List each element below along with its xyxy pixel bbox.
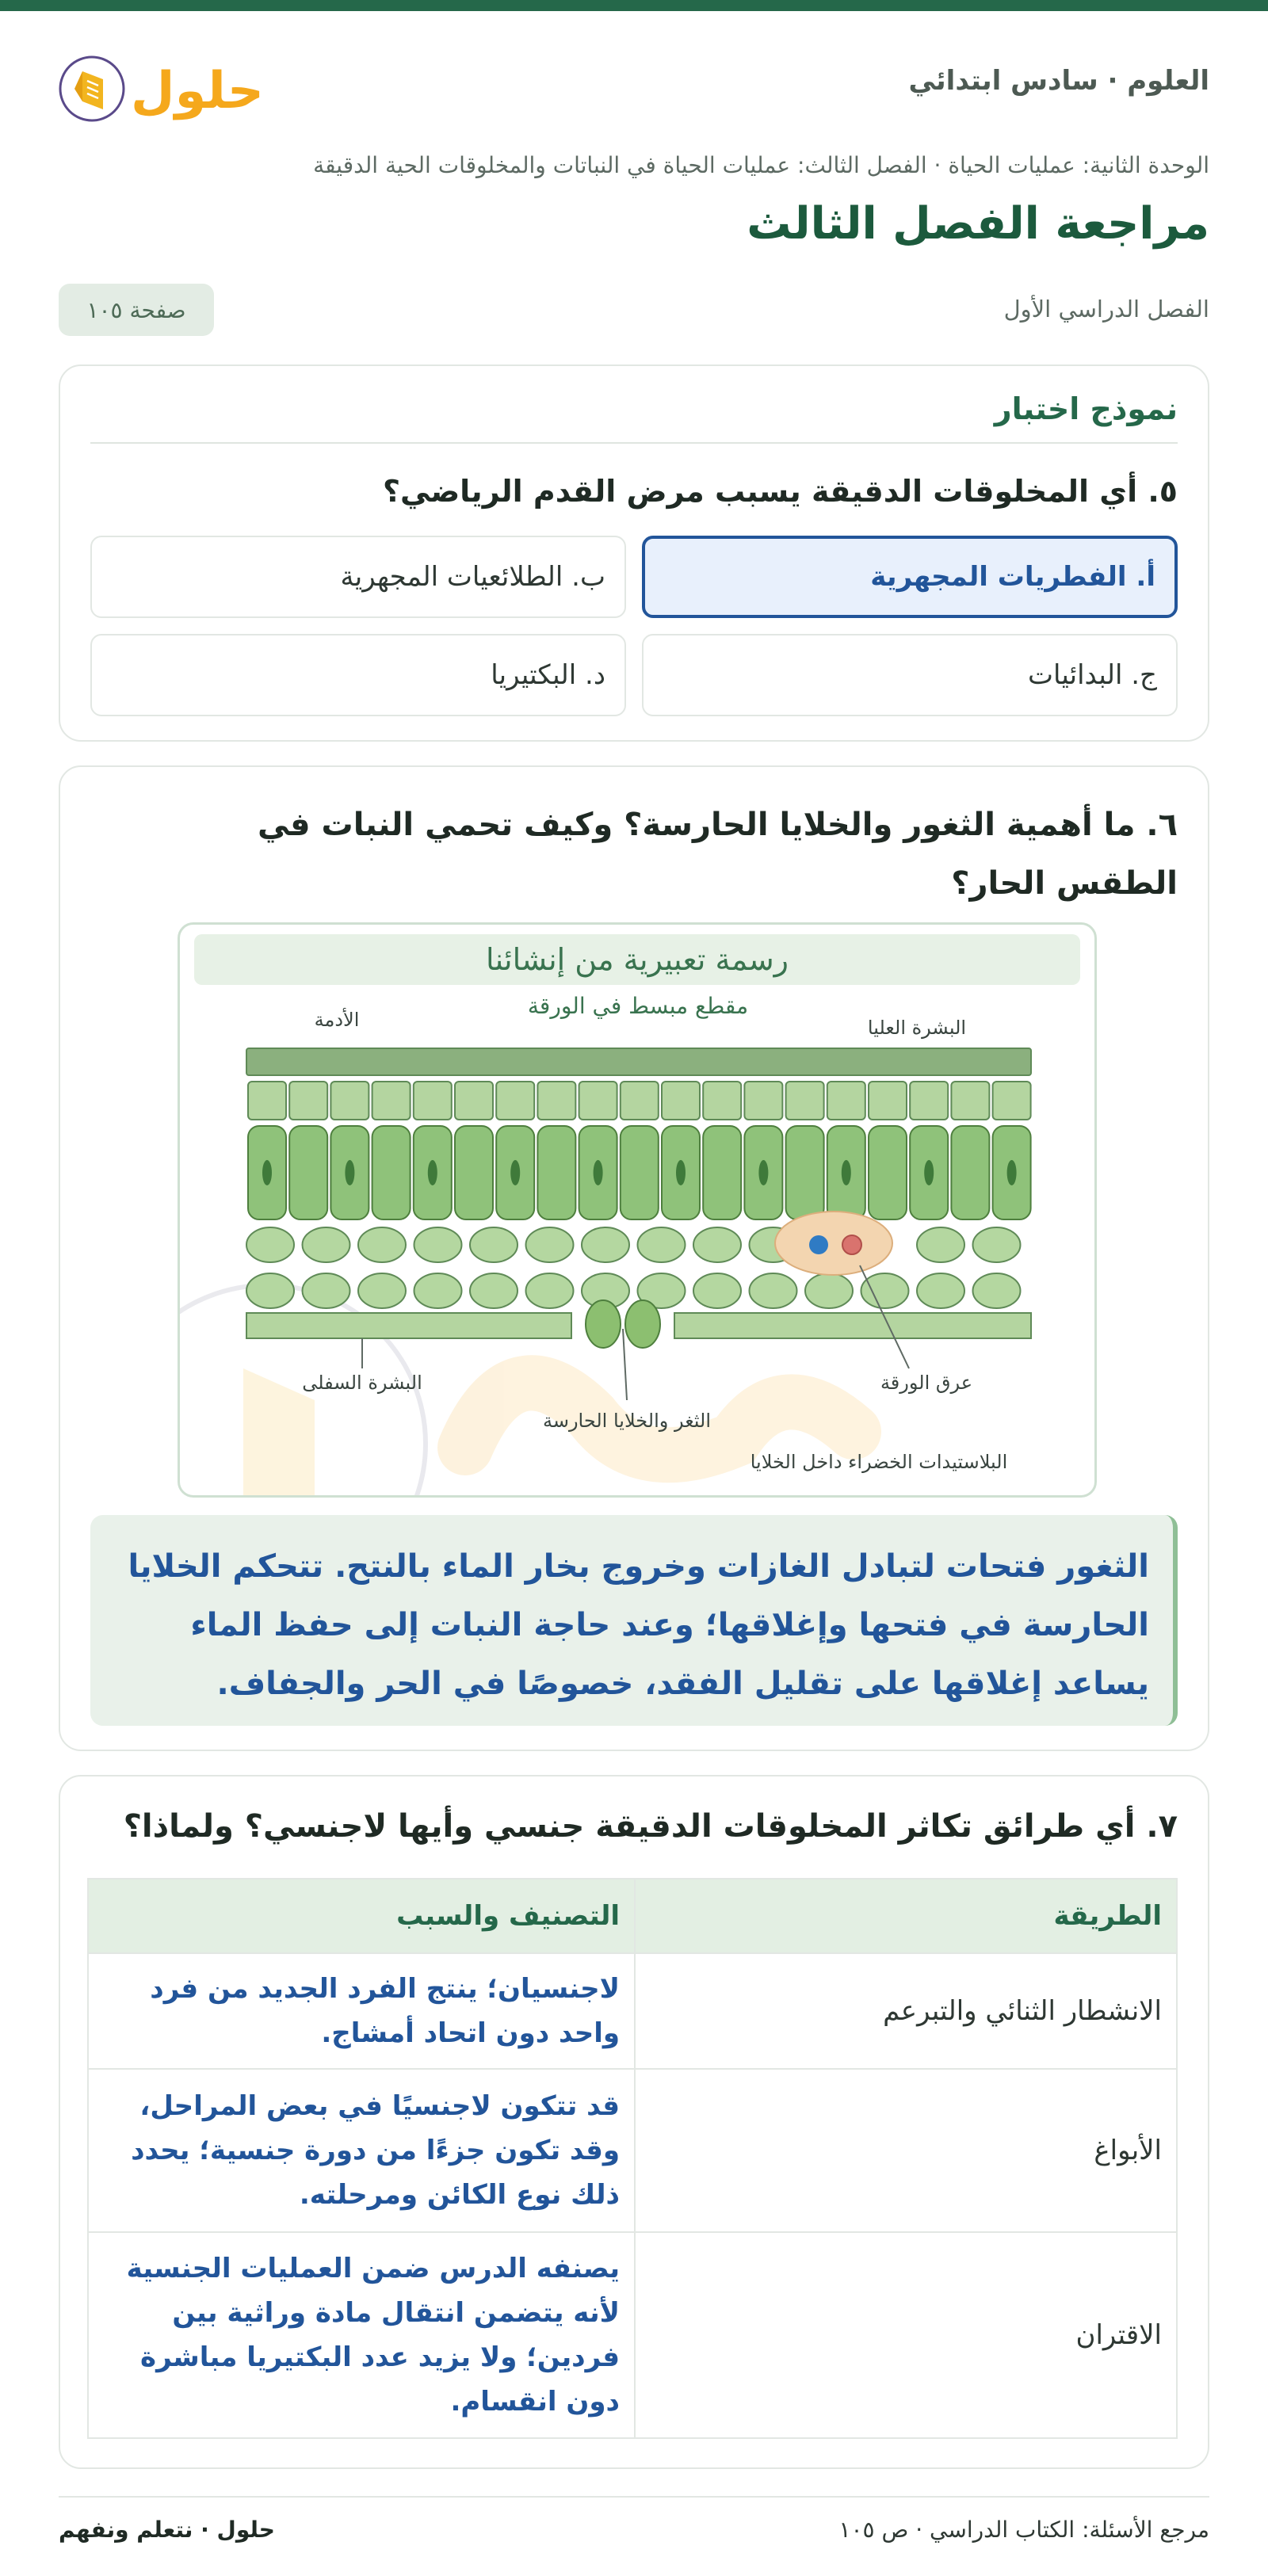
- spongy-cell: [470, 1273, 518, 1308]
- upper-epidermis-cell: [993, 1082, 1031, 1120]
- spongy-cell: [917, 1227, 964, 1262]
- spongy-cell: [358, 1273, 406, 1308]
- footer-slogan: حلول · نتعلم ونفهم: [59, 2517, 275, 2543]
- spongy-cell: [303, 1273, 350, 1308]
- upper-epidermis-cell: [869, 1082, 907, 1120]
- spongy-cell: [693, 1273, 741, 1308]
- footer-divider: [59, 2496, 1209, 2498]
- quiz-section-title: نموذج اختبار: [994, 391, 1178, 426]
- chloroplast: [842, 1160, 851, 1185]
- upper-epidermis-cell: [414, 1082, 452, 1120]
- table-row: [88, 2232, 1177, 2438]
- chloroplast: [924, 1160, 934, 1185]
- leader-stoma: [623, 1329, 627, 1400]
- brand-text: حلول: [131, 62, 264, 120]
- palisade-cells: [248, 1126, 1031, 1219]
- reason-cell: قد تتكون لاجنسيًا في بعض المراحل، وقد تكون جزءًا من دورة جنسية؛ يحدد ذلك نوع الكائن ومرحلته.: [88, 2069, 635, 2232]
- chloroplast: [428, 1160, 437, 1185]
- chloroplast: [510, 1160, 520, 1185]
- chloroplast: [1007, 1160, 1017, 1185]
- method-cell: الاقتران: [635, 2232, 1177, 2438]
- upper-epidermis-cell: [248, 1082, 286, 1120]
- spongy-cell: [358, 1227, 406, 1262]
- spongy-cell: [917, 1273, 964, 1308]
- spongy-cell: [861, 1273, 909, 1308]
- spongy-cells: [246, 1227, 1021, 1308]
- page-title: مراجعة الفصل الثالث: [747, 198, 1209, 250]
- leaf-vein: [775, 1212, 892, 1275]
- spongy-cell: [973, 1273, 1021, 1308]
- leaf-section-diagram: [178, 922, 1097, 1498]
- diagram-title: مقطع مبسط في الورقة: [527, 993, 749, 1019]
- chloroplast: [594, 1160, 603, 1185]
- chloroplast: [758, 1160, 768, 1185]
- chloroplast: [262, 1160, 272, 1185]
- upper-epidermis-cell: [662, 1082, 700, 1120]
- spongy-cell: [414, 1227, 462, 1262]
- upper-epidermis-cell: [744, 1082, 782, 1120]
- label-chloroplasts: البلاستيدات الخضراء داخل الخلايا: [750, 1451, 1008, 1473]
- palisade-cell: [621, 1126, 659, 1219]
- palisade-cell: [537, 1126, 575, 1219]
- label-lower-epidermis: البشرة السفلى: [302, 1372, 422, 1394]
- spongy-cell: [638, 1227, 686, 1262]
- question-6: ٦. ما أهمية الثغور والخلايا الحارسة؟ وكيف تحمي النبات في الطقس الحار؟: [257, 807, 1178, 902]
- quiz-card: [59, 364, 1209, 742]
- table-row: [88, 1953, 1177, 2069]
- palisade-cell: [289, 1126, 327, 1219]
- phloem-dot: [842, 1235, 861, 1254]
- lower-epidermis-left: [246, 1313, 571, 1338]
- diagram-badge: رسمة تعبيرية من إنشائنا: [194, 934, 1080, 985]
- upper-epidermis-cell: [703, 1082, 741, 1120]
- palisade-cell: [869, 1126, 907, 1219]
- palisade-cell: [786, 1126, 824, 1219]
- table-row: [88, 2069, 1177, 2232]
- answer-6: الثغور فتحات لتبادل الغازات وخروج بخار الماء بالنتح. تتحكم الخلايا الحارسة في فتحها وإغلاقها؛ وعند حاجة النبات إلى حفظ الماء يساعد إغلاقها على تقليل الفقد، خصوصًا في الحر والجفاف.: [90, 1515, 1178, 1726]
- upper-epidermis-cells: [248, 1082, 1031, 1120]
- spongy-cell: [246, 1273, 294, 1308]
- upper-epidermis-cell: [910, 1082, 948, 1120]
- option-c[interactable]: ج. البدائيات: [642, 634, 1178, 716]
- chloroplast: [676, 1160, 686, 1185]
- upper-epidermis-cell: [496, 1082, 534, 1120]
- reproduction-table: [87, 1878, 1178, 2439]
- upper-epidermis-cell: [786, 1082, 824, 1120]
- reason-cell: يصنفه الدرس ضمن العمليات الجنسية لأنه يتضمن انتقال مادة وراثية بين فردين؛ ولا يزيد عدد البكتيريا مباشرة دون انقسام.: [88, 2232, 635, 2438]
- upper-epidermis-cell: [537, 1082, 575, 1120]
- semester-label: الفصل الدراسي الأول: [1003, 296, 1209, 322]
- reason-cell: لاجنسيان؛ ينتج الفرد الجديد من فرد واحد دون اتحاد أمشاج.: [88, 1953, 635, 2069]
- upper-epidermis-cell: [621, 1082, 659, 1120]
- upper-epidermis-cell: [455, 1082, 493, 1120]
- page-header: [59, 46, 1209, 133]
- column-header-reason: التصنيف والسبب: [88, 1879, 635, 1953]
- label-upper-epidermis: البشرة العليا: [867, 1017, 967, 1039]
- page-number-chip: صفحة ١٠٥: [59, 284, 214, 336]
- option-b[interactable]: ب. الطلائعيات المجهرية: [90, 536, 626, 618]
- brand-logo[interactable]: [59, 46, 265, 133]
- label-vein: عرق الورقة: [880, 1372, 973, 1394]
- column-header-method: الطريقة: [635, 1879, 1177, 1953]
- footer-reference: مرجع الأسئلة: الكتاب الدراسي · ص ١٠٥: [838, 2517, 1209, 2543]
- spongy-cell: [693, 1227, 741, 1262]
- option-d[interactable]: د. البكتيريا: [90, 634, 626, 716]
- method-cell: الأبواغ: [635, 2069, 1177, 2232]
- spongy-cell: [750, 1273, 797, 1308]
- spongy-cell: [303, 1227, 350, 1262]
- question-5: ٥. أي المخلوقات الدقيقة يسبب مرض القدم الرياضي؟: [382, 474, 1178, 509]
- label-stoma: الثغر والخلايا الحارسة: [542, 1410, 712, 1432]
- lower-epidermis-right: [674, 1313, 1031, 1338]
- upper-epidermis-cell: [951, 1082, 989, 1120]
- table-header-row: [88, 1879, 1177, 1953]
- spongy-cell: [526, 1227, 574, 1262]
- method-cell: الانشطار الثنائي والتبرعم: [635, 1953, 1177, 2069]
- guard-cell-right: [625, 1300, 660, 1348]
- spongy-cell: [246, 1227, 294, 1262]
- divider: [90, 442, 1178, 444]
- spongy-cell: [582, 1227, 629, 1262]
- question-7: ٧. أي طرائق تكاثر المخلوقات الدقيقة جنسي وأيها لاجنسي؟ ولماذا؟: [123, 1808, 1178, 1845]
- question-7-card: [59, 1775, 1209, 2469]
- question-6-card: [59, 765, 1209, 1751]
- upper-epidermis-cell: [579, 1082, 617, 1120]
- breadcrumb[interactable]: الوحدة الثانية: عمليات الحياة · الفصل الثالث: عمليات الحياة في النباتات والمخلوقات الحية الدقيقة: [313, 152, 1209, 178]
- upper-epidermis-cell: [330, 1082, 369, 1120]
- spongy-cell: [973, 1227, 1021, 1262]
- xylem-dot: [809, 1235, 828, 1254]
- spongy-cell: [414, 1273, 462, 1308]
- palisade-cell: [455, 1126, 493, 1219]
- leaf-diagram-svg: [180, 925, 1097, 1498]
- option-a[interactable]: أ. الفطريات المجهرية: [642, 536, 1178, 618]
- palisade-cell: [703, 1126, 741, 1219]
- palisade-cell: [951, 1126, 989, 1219]
- upper-epidermis-cell: [289, 1082, 327, 1120]
- top-accent-bar: [0, 0, 1268, 11]
- upper-epidermis-cell: [827, 1082, 865, 1120]
- spongy-cell: [470, 1227, 518, 1262]
- cuticle-layer: [246, 1048, 1031, 1075]
- upper-epidermis-cell: [372, 1082, 411, 1120]
- spongy-cell: [526, 1273, 574, 1308]
- spongy-cell: [805, 1273, 853, 1308]
- subject-label: العلوم · سادس ابتدائي: [908, 65, 1209, 97]
- palisade-cell: [372, 1126, 411, 1219]
- logo-icon: [59, 46, 265, 133]
- label-cuticle: الأدمة: [314, 1009, 360, 1031]
- guard-cell-left: [586, 1300, 621, 1348]
- chloroplast: [345, 1160, 354, 1185]
